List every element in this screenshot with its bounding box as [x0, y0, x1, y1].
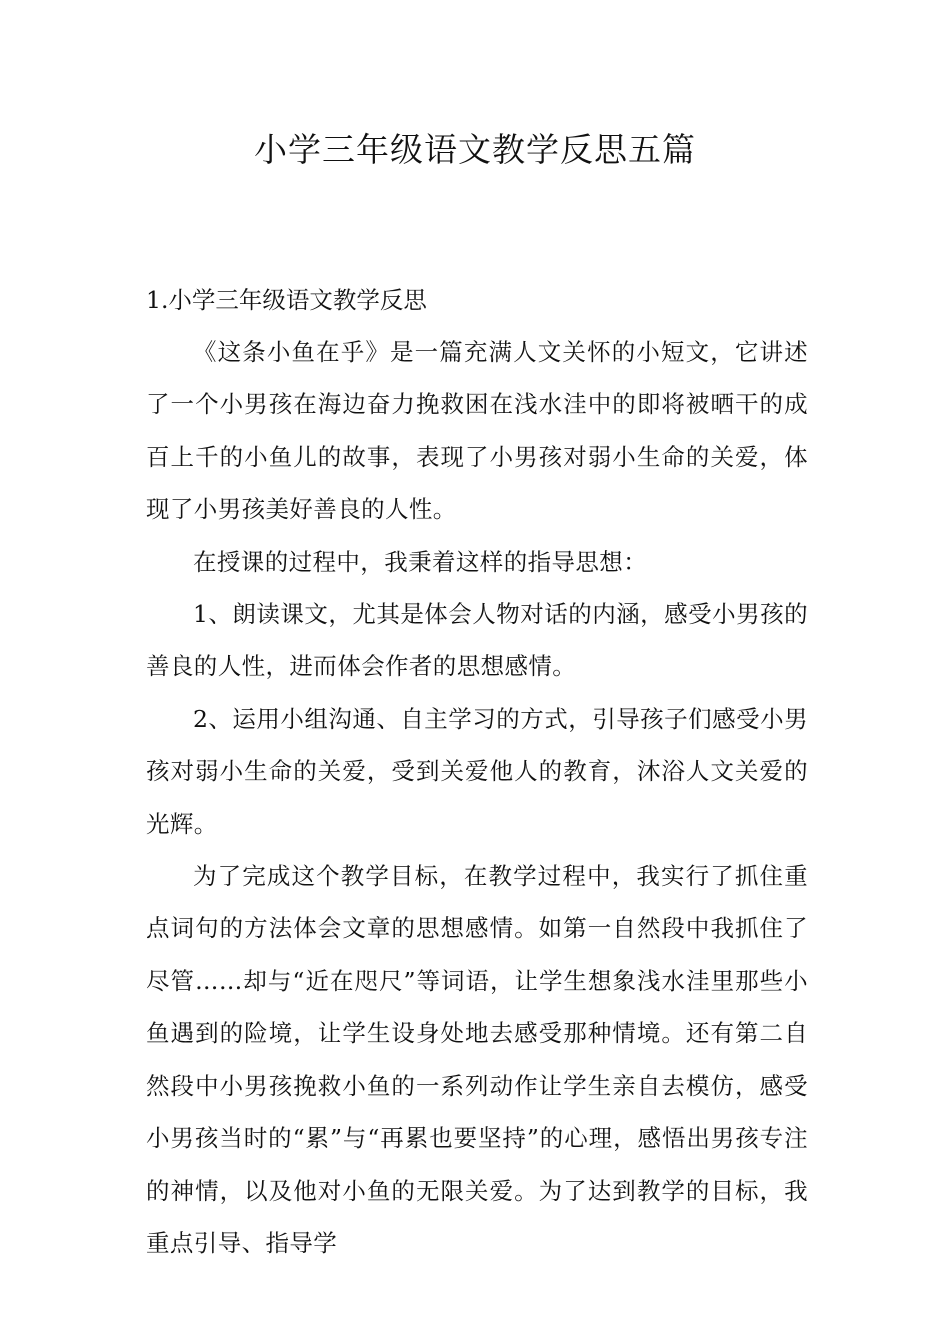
paragraph-guiding-idea: 在授课的过程中，我秉着这样的指导思想：: [193, 547, 648, 576]
paragraph-point-1: 1、朗读课文，尤其是体会人物对话的内涵，感受小男孩的善良的人性，进而体会作者的思想感情。: [146, 600, 808, 681]
document-body: [146, 274, 808, 1269]
section-heading: 1.小学三年级语文教学反思: [146, 286, 427, 314]
paragraph-method: 为了完成这个教学目标，在教学过程中，我实行了抓住重点词句的方法体会文章的思想感情。如第一自然段中我抓住了尽管……却与“近在咫尺”等词语，让学生想象浅水洼里那些小鱼遇到的险境，让学生设身处地去感受那种情境。还有第二自然段中小男孩挽救小鱼的一系列动作让学生亲自去模仿，感受小男孩当时的“累”与“再累也要坚持”的心理，感悟出男孩专注的神情，以及他对小鱼的无限关爱。为了达到教学的目标，我重点引导、指导学: [146, 862, 808, 1257]
paragraph-intro: 《这条小鱼在乎》是一篇充满人文关怀的小短文，它讲述了一个小男孩在海边奋力挽救困在浅水洼中的即将被晒干的成百上千的小鱼儿的故事，表现了小男孩对弱小生命的关爱，体现了小男孩美好善良的人性。: [146, 338, 808, 524]
paragraph-point-2: 2、运用小组沟通、自主学习的方式，引导孩子们感受小男孩对弱小生命的关爱，受到关爱他人的教育，沐浴人文关爱的光辉。: [146, 704, 808, 838]
document-title: 小学三年级语文教学反思五篇: [254, 130, 696, 169]
